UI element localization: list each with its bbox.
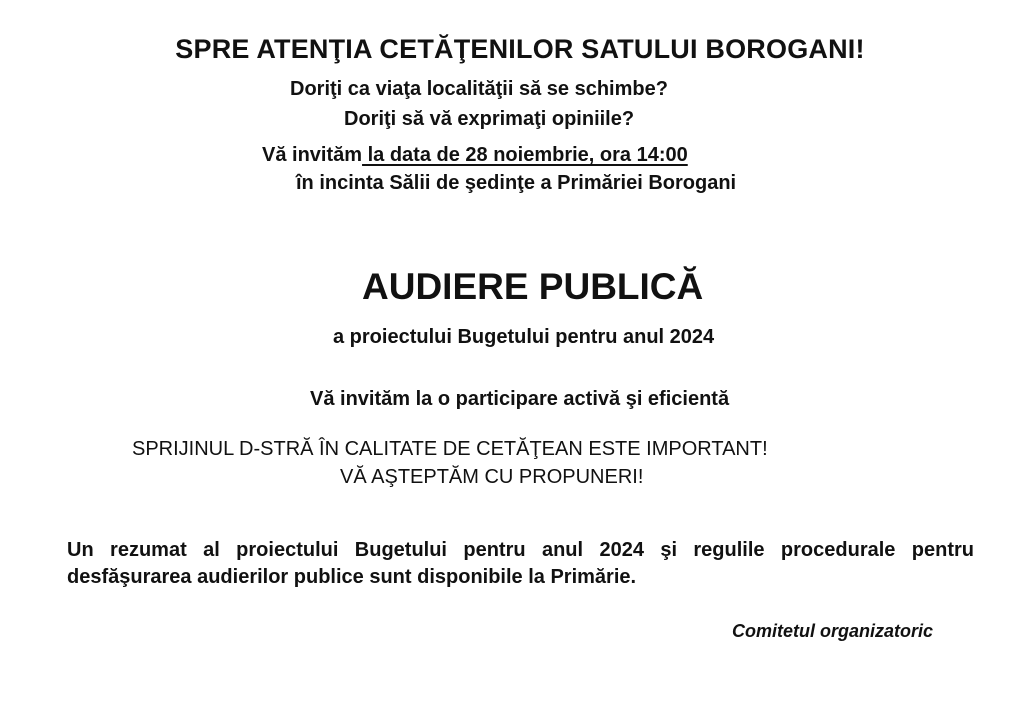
invitation-line bbox=[262, 144, 688, 167]
participation-call: Vă invităm la o participare activă şi eficientă bbox=[310, 388, 730, 410]
hearing-subheading: a proiectului Bugetului pentru anul 2024 bbox=[333, 326, 715, 348]
proposals-statement: VĂ AŞTEPTĂM CU PROPUNERI! bbox=[340, 466, 644, 488]
support-statement: SPRIJINUL D-STRĂ ÎN CALITATE DE CETĂŢEAN ESTE IMPORTANT! bbox=[132, 438, 768, 460]
question-opinions: Doriţi să vă exprimaţi opiniile? bbox=[344, 108, 635, 130]
meeting-location: în incinta Sălii de şedinţe a Primăriei Borogani bbox=[296, 172, 737, 194]
question-change: Doriţi ca viaţa localităţii să se schimbe? bbox=[290, 78, 668, 100]
invitation-prefix: Vă invităm bbox=[262, 144, 363, 166]
notice-title: SPRE ATENŢIA CETĂŢENILOR SATULUI BOROGANI! bbox=[175, 34, 865, 64]
summary-paragraph: Un rezumat al proiectului Bugetului pentru anul 2024 şi regulile procedurale pentru desfăşurarea audierilor publice sunt disponibile la Primărie. bbox=[67, 539, 974, 588]
hearing-heading: AUDIERE PUBLICĂ bbox=[362, 266, 704, 307]
invitation-date: la data de 28 noiembrie, ora 14:00 bbox=[362, 144, 688, 166]
organizing-committee-signature: Comitetul organizatoric bbox=[732, 621, 934, 641]
